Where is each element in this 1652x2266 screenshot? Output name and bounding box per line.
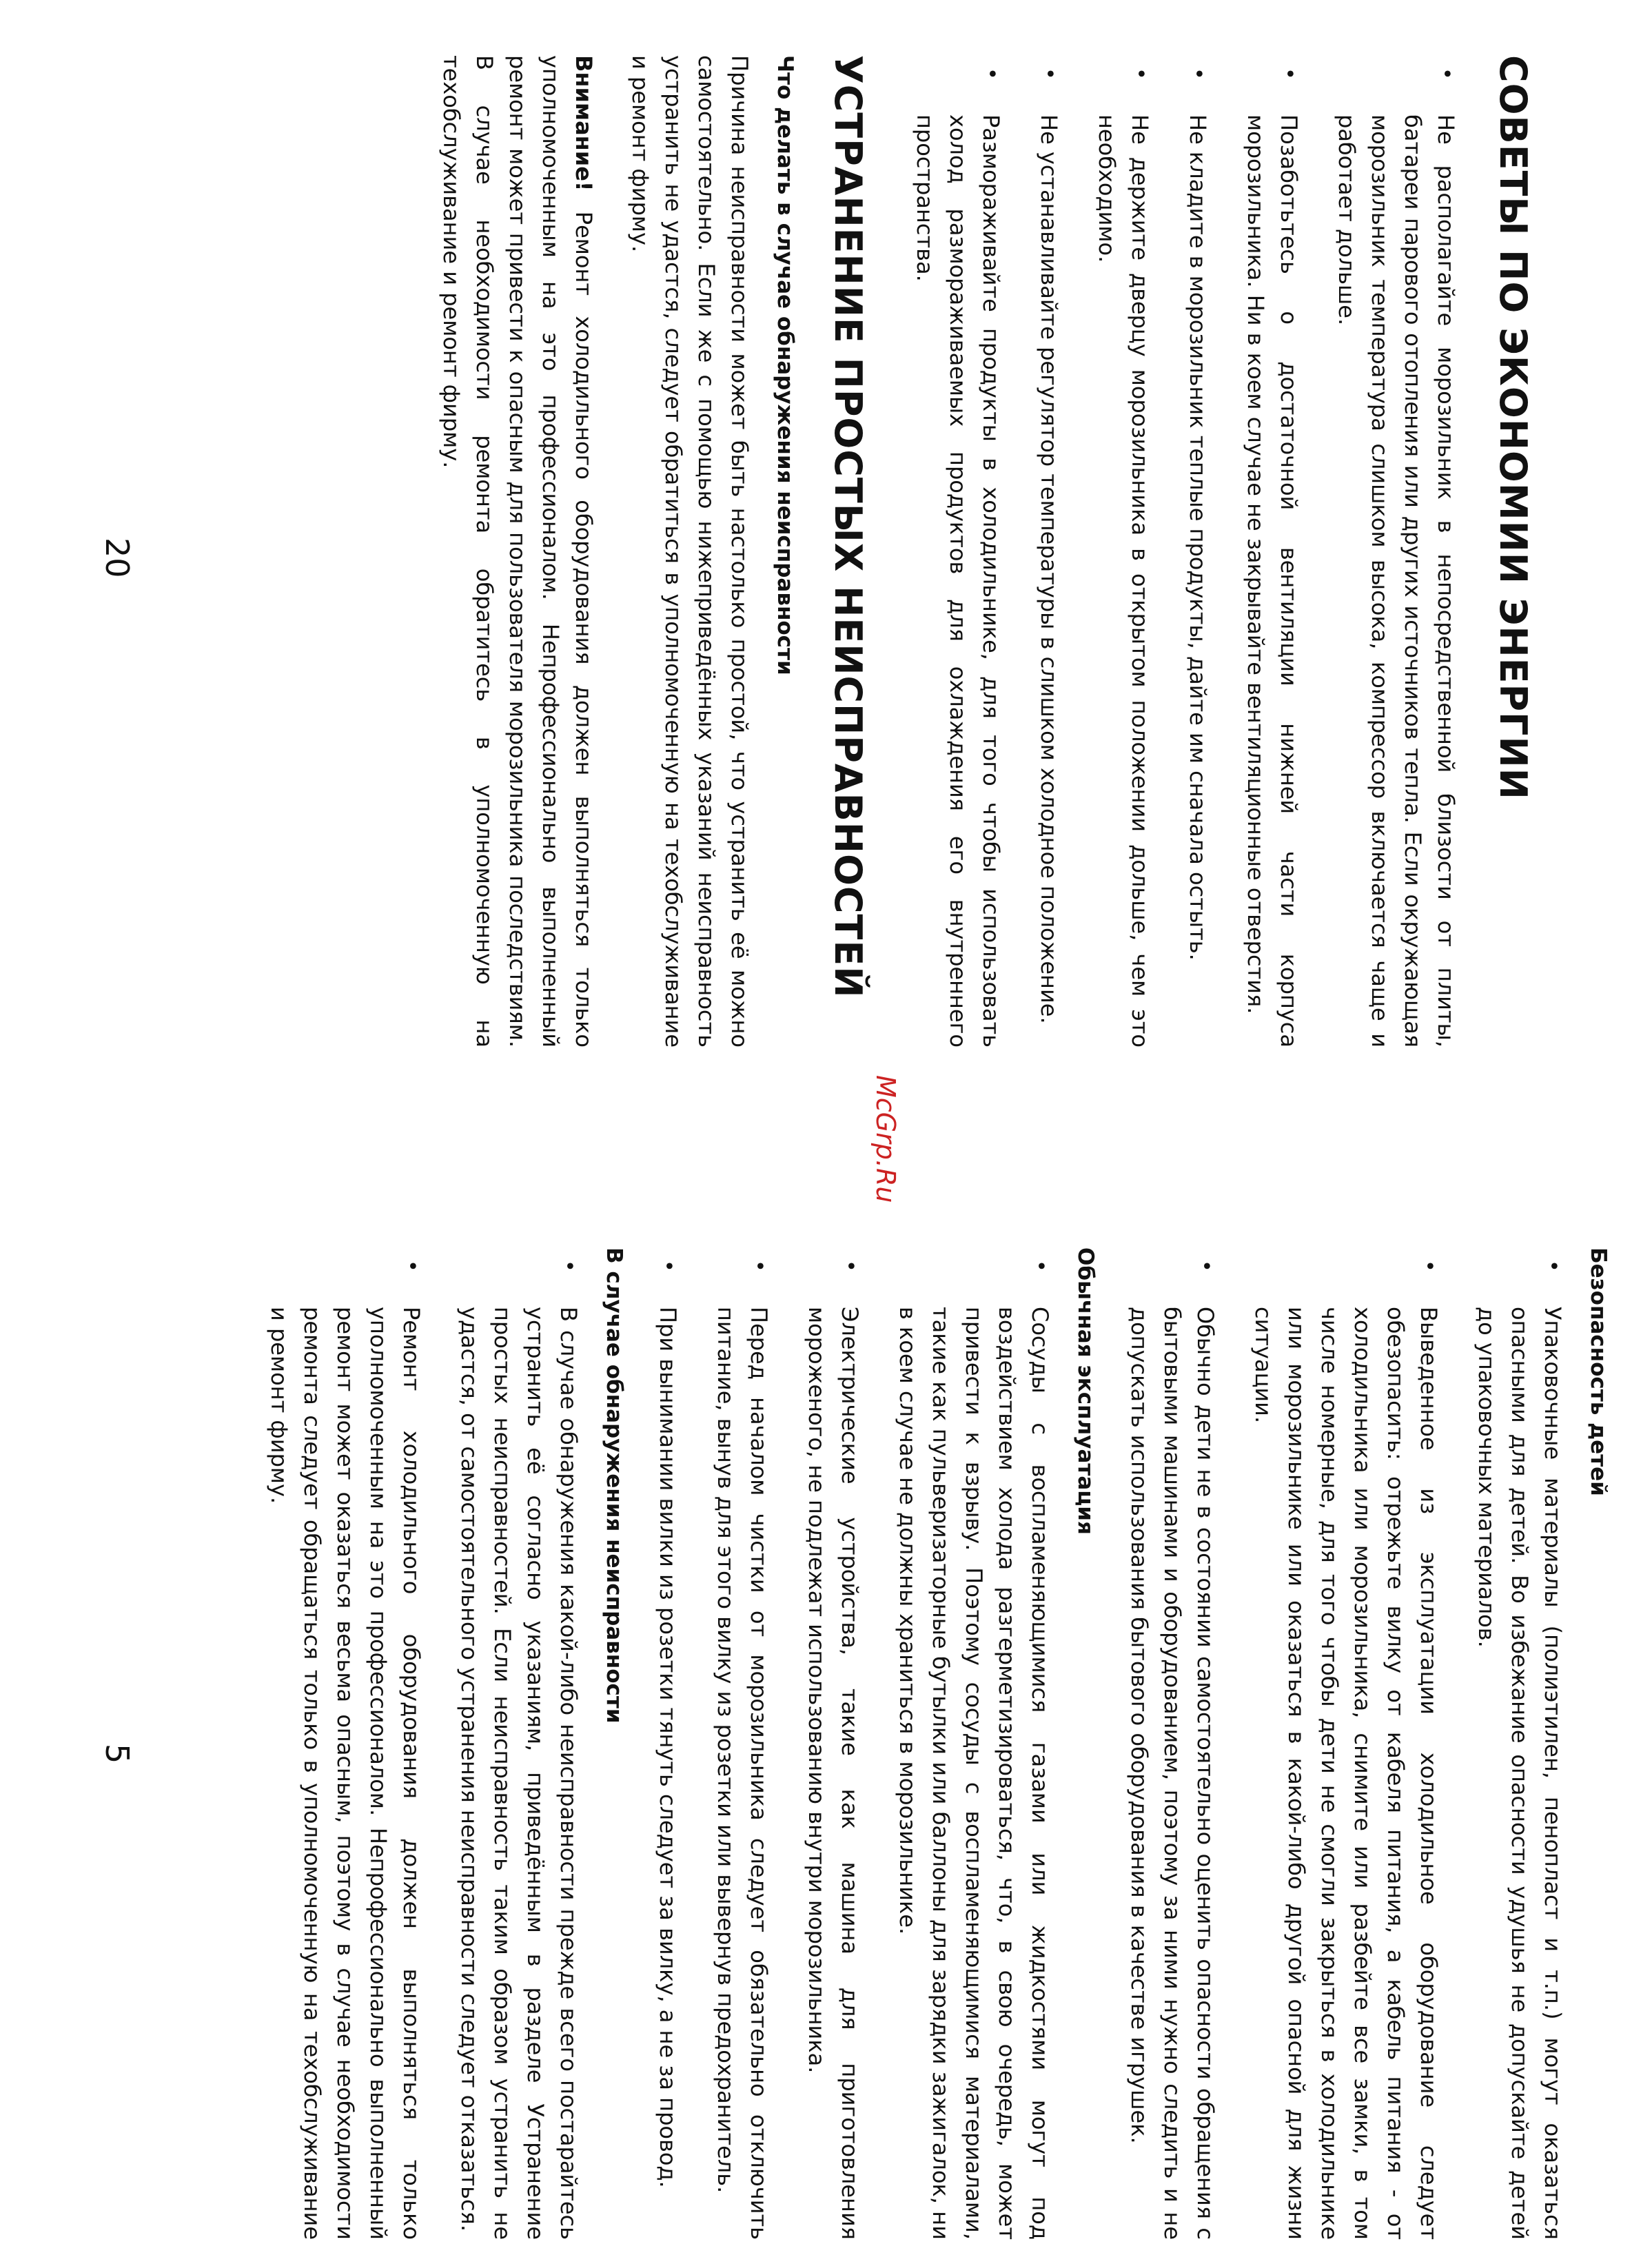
page-number-right: 5 [99,1744,136,1764]
page-number-left: 20 [99,538,136,578]
list-item: • Перед началом чистки от морозильника следует обязательно отключить питание, вынув для этого вилку из розетки или вывернув предохранитель. [709,1247,775,2240]
list-item: • Не кладите в морозильник теплые продукты, дайте им сначала остыть. [1181,55,1214,1048]
malfunction-title: В случае обнаружения неисправности [602,1247,626,1724]
list-item: • Упаковочные материалы (полиэтилен, пенопласт и т.п.) могут оказаться опасными для детей. Во избежание опасности удушья не допускайте детей до упаковочных материалов. [1470,1247,1569,2240]
troubleshooting-title: УСТРАНЕНИЕ ПРОСТЫХ НЕИСПРАВНОСТЕЙ [826,55,870,999]
list-item: • Не держите дверцу морозильника в открытом положении дольше, чем это необходимо. [1090,55,1156,1048]
list-item: • Не устанавливайте регулятор температуры в слишком холодное положение. [1032,55,1065,1048]
list-item: • При вынимании вилки из розетки тянуть следует за вилку, а не за провод. [651,1247,684,2240]
troubleshooting-subtitle: Что делать в случае обнаружения неисправности [773,55,797,675]
warning-text: Ремонт холодильного оборудования должен выполняться только уполномоченным на это профессионалом. Непрофессионально выполненный ремонт может привести к опасным для пользователя морозильника последствиям. В случае необходимости ремонта обратитесь в уполномоченную на техобслуживание и ремонт фирму. [438,55,597,1048]
usage-list [651,1247,1057,2240]
list-item: • Ремонт холодильного оборудования должен выполняться только уполномоченным на это профессионалом. Непрофессионально выполненный ремонт может оказаться весьма опасным, поэтому в случае необходимости ремонта следует обращаться только в уполномоченную на техобслуживание и ремонт фирму. [263,1247,428,2240]
list-item: • Обычно дети не в состоянии самостоятельно оценить опасности обращения с бытовыми машинами и оборудованием, поэтому за ними нужно следить и не допускать использования бытового оборудования в качестве игрушек. [1123,1247,1222,2240]
list-item: • Выведенное из эксплуатации холодильное оборудование следует обезопасить: отрежьте вилку от кабеля питания, а кабель питания - от холодильника или морозильника, снимите или разбейте все замки, в том числе номерные, для того чтобы дети не смогли закрыться в холодильнике или морозильнике или оказаться в какой-либо другой опасной для жизни ситуации. [1247,1247,1445,2240]
malfunction-list [263,1247,585,2240]
list-item: • Электрические устройства, такие как машина для приготовления мороженого, не подлежат использованию внутри морозильника. [800,1247,866,2240]
right-page [238,1247,1611,2240]
list-item: • Размораживайте продукты в холодильнике, для того чтобы использовать холод размораживаемых продуктов для охлаждения его внутреннего пространства. [908,55,1008,1048]
left-page [411,55,1535,1048]
list-item: • Не располагайте морозильник в непосредственной близости от плиты, батареи парового отопления или других источников тепла. Если окружающая морозильник температура слишком высока, компрессор включается чаще и работает дольше. [1330,55,1462,1048]
list-item: • Сосуды с воспламеняющимися газами или жидкостями могут под воздействием холода разгерметизироваться, что, в свою очередь, может привести к взрыву. Поэтому сосуды с воспламеняющимися материалами, такие как пульверизаторные бутылки или баллоны для зарядки зажигалок, ни в коем случае не должны храниться в морозильнике. [891,1247,1057,2240]
energy-tips-list [908,55,1462,1048]
watermark: McGrp.Ru [870,1075,901,1203]
energy-saving-title: СОВЕТЫ ПО ЭКОНОМИИ ЭНЕРГИИ [1491,55,1535,800]
list-item: • Позаботьтесь о достаточной вентиляции нижней части корпуса морозильника. Ни в коем случае не закрывайте вентиляционные отверстия. [1239,55,1305,1048]
child-safety-title: Безопасность детей [1586,1247,1611,1496]
list-item: • В случае обнаружения какой-либо неисправности прежде всего постарайтесь устранить её согласно указаниям, приведённым в разделе Устранение простых неисправностей. Если неисправность таким образом устранить не удастся, от самостоятельного устранения неисправности следует отказаться. [453,1247,585,2240]
usage-title: Обычная эксплуатация [1073,1247,1098,1535]
warning-label: Внимание! [571,55,597,192]
child-safety-list [1123,1247,1569,2240]
warning-paragraph [435,55,600,1048]
troubleshooting-text: Причина неисправности может быть настолько простой, что устранить её можно самостоятельно. Если же с помощью нижеприведённых указаний неисправность устранить не удастся, следует обратиться в уполномоченную на техобслуживание и ремонт фирму. [627,55,753,1048]
